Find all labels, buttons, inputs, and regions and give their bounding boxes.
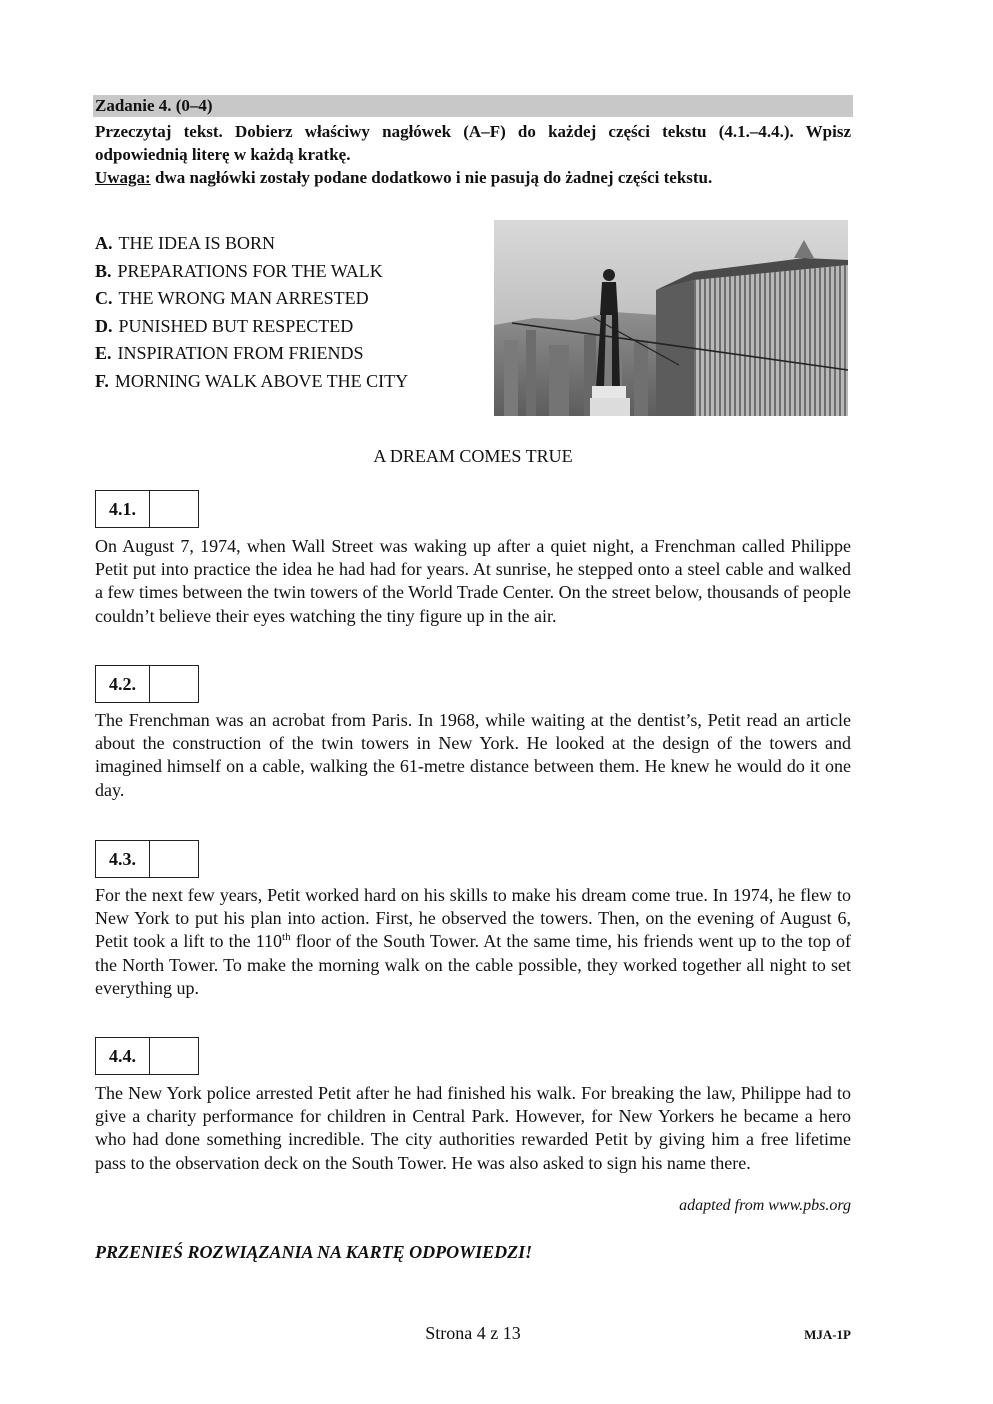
paragraph-text: For the next few years, Petit worked hard on his skills to make his dream come true. In 1974, he flew to New York to put his plan into action. First, he observed the towers. Then, on the evening of August 6, Petit took a lift to the 110	[95, 885, 851, 952]
paragraph-text: floor of the South Tower. At the same time, his friends went up to the top of the North Tower. To make the morning walk on the cable possible, they worked together all night to set everything up.	[95, 931, 851, 998]
heading-c	[95, 285, 475, 313]
headings-list	[95, 230, 475, 396]
heading-letter: D.	[95, 315, 113, 336]
heading-letter: E.	[95, 343, 112, 364]
tightrope-walker-photo	[494, 220, 848, 416]
transfer-instruction: PRZENIEŚ ROZWIĄZANIA NA KARTĘ ODPOWIEDZI!	[95, 1242, 533, 1262]
part-number: 4.2.	[96, 666, 150, 702]
paragraph-4-1: On August 7, 1974, when Wall Street was waking up after a quiet night, a Frenchman called Philippe Petit put into practice the idea he had had for years. At sunrise, he stepped onto a steel cable and walked a few times between the twin towers of the World Trade Center. On the street below, thousands of people couldn’t believe their eyes watching the tiny figure up in the air.	[95, 536, 851, 626]
heading-text: INSPIRATION FROM FRIENDS	[117, 343, 364, 364]
heading-letter: B.	[95, 260, 112, 281]
exam-code: MJA-1P	[804, 1327, 851, 1342]
note-label: Uwaga:	[95, 168, 151, 187]
ordinal-suffix: th	[282, 931, 291, 944]
answer-box-4-4	[95, 1037, 199, 1075]
heading-text: THE IDEA IS BORN	[118, 233, 275, 253]
heading-e	[95, 340, 475, 368]
paragraph-4-3	[95, 884, 851, 1000]
article-title: A DREAM COMES TRUE	[373, 446, 573, 466]
task-header: Zadanie 4. (0–4)	[93, 95, 853, 117]
heading-a	[95, 230, 475, 258]
heading-text: PREPARATIONS FOR THE WALK	[117, 260, 383, 281]
answer-slot[interactable]	[150, 1038, 198, 1074]
heading-letter: C.	[95, 288, 113, 309]
part-number: 4.3.	[96, 841, 150, 877]
page-number: Strona 4 z 13	[425, 1323, 521, 1343]
heading-b	[95, 258, 475, 286]
note-line	[95, 166, 851, 189]
answer-slot[interactable]	[150, 491, 198, 527]
paragraph-4-2: The Frenchman was an acrobat from Paris. In 1968, while waiting at the dentist’s, Petit read an article about the construction of the twin towers in New York. He looked at the design of the towers and imagined himself on a cable, walking the 61-metre distance between them. He knew he would do it one day.	[95, 710, 851, 800]
answer-box-4-2	[95, 665, 199, 703]
answer-box-4-3	[95, 840, 199, 878]
answer-box-4-1	[95, 490, 199, 528]
heading-f	[95, 368, 475, 396]
task-instructions	[95, 120, 851, 189]
answer-slot[interactable]	[150, 666, 198, 702]
part-number: 4.1.	[96, 491, 150, 527]
heading-text: PUNISHED BUT RESPECTED	[118, 315, 354, 336]
heading-text: THE WRONG MAN ARRESTED	[118, 288, 369, 309]
heading-text: MORNING WALK ABOVE THE CITY	[114, 370, 409, 391]
heading-letter: A.	[95, 233, 113, 253]
note-text: dwa nagłówki zostały podane dodatkowo i nie pasują do żadnej części tekstu.	[150, 168, 713, 187]
instruction-text: Przeczytaj tekst. Dobierz właściwy nagłówek (A–F) do każdej części tekstu (4.1.–4.4.). Wpisz odpowiednią literę w każdą kratkę.	[95, 122, 851, 164]
paragraph-4-4: The New York police arrested Petit after he had finished his walk. For breaking the law, Philippe had to give a charity performance for children in Central Park. However, for New Yorkers he became a hero who had done something incredible. The city authorities rewarded Petit by giving him a free lifetime pass to the observation deck on the South Tower. He was also asked to sign his name there.	[95, 1083, 851, 1173]
heading-d	[95, 313, 475, 341]
answer-slot[interactable]	[150, 841, 198, 877]
heading-letter: F.	[95, 370, 109, 391]
part-number: 4.4.	[96, 1038, 150, 1074]
source-credit: adapted from www.pbs.org	[679, 1197, 851, 1214]
